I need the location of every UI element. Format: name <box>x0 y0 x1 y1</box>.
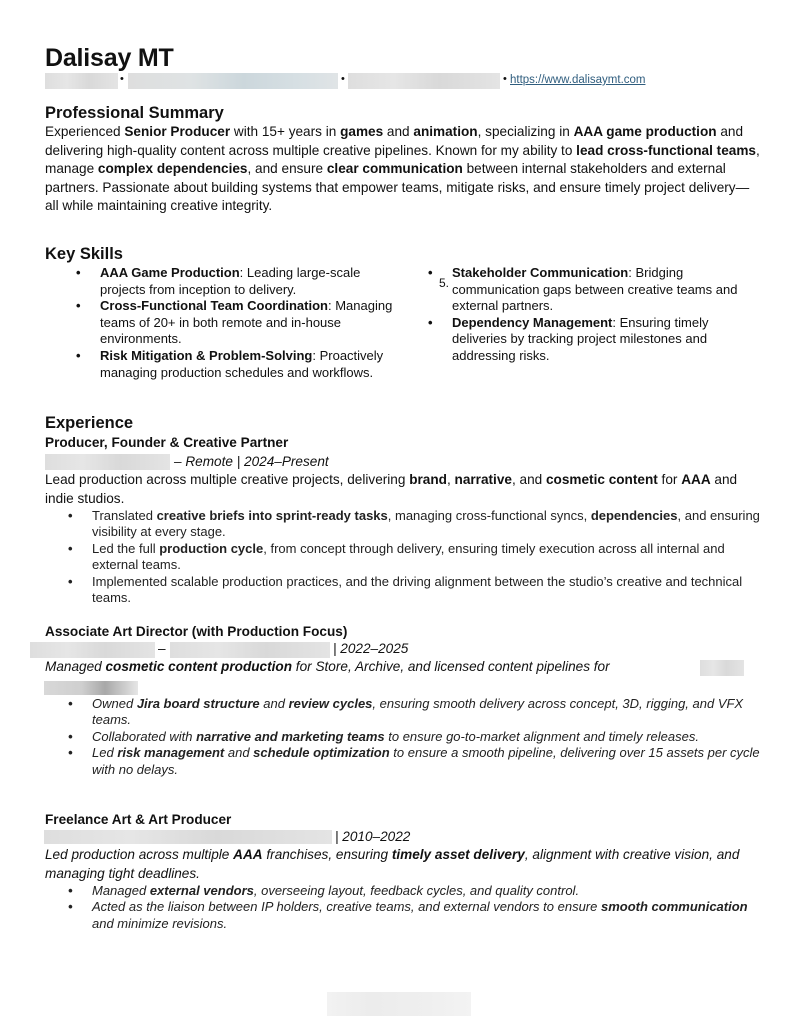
redacted-clients <box>44 830 332 844</box>
bullet-item <box>92 729 762 745</box>
separator-dot: • <box>503 73 507 85</box>
text: for Store, Archive, and licensed content pipelines for <box>292 659 610 674</box>
bold-text: cosmetic content <box>545 472 658 487</box>
bold-text: AAA <box>681 472 711 487</box>
job-summary <box>45 471 760 508</box>
redacted-location <box>170 642 330 658</box>
redacted-contact-1 <box>45 73 118 89</box>
skill-description: : Bridging communication gaps between creative teams and external partners. <box>452 265 738 314</box>
bold-text: external vendors <box>149 883 254 898</box>
bullet-item <box>92 574 762 607</box>
text: Lead production across multiple creative projects, delivering <box>45 472 410 487</box>
bold-text: AAA game production <box>573 124 717 139</box>
bullet-item <box>92 745 762 778</box>
bullet-item <box>92 696 762 729</box>
text: , <box>446 472 455 487</box>
bold-text: risk management <box>117 745 225 761</box>
skill-title: Cross-Functional Team Coordination <box>100 298 328 314</box>
skill-title: Dependency Management <box>452 314 613 330</box>
text: Translated <box>92 508 157 523</box>
bold-text: timely asset delivery <box>391 847 525 862</box>
bold-text: review cycles <box>288 696 373 711</box>
bold-text: games <box>340 124 384 139</box>
skills-list-left <box>100 265 400 381</box>
text: and delivering high-quality content across multiple creative pipelines. Known for my ability to <box>45 124 744 158</box>
bold-text: narrative <box>454 472 512 487</box>
bold-text: creative briefs into sprint-ready tasks <box>156 508 388 523</box>
text: Owned <box>92 696 137 711</box>
text: , specializing in <box>477 124 574 139</box>
separator-dot: • <box>120 73 124 85</box>
text: franchises, ensuring <box>262 847 392 862</box>
skills-list-right <box>452 265 752 365</box>
text: and minimize revisions. <box>92 915 228 931</box>
skill-title: Risk Mitigation & Problem-Solving <box>100 347 313 363</box>
text: with 15+ years in <box>230 124 341 139</box>
bold-text: narrative and marketing teams <box>196 728 385 744</box>
text: Managed <box>45 659 106 674</box>
text: and <box>259 696 289 711</box>
job-meta-dash: – <box>158 641 166 656</box>
text: and <box>383 124 414 139</box>
job-meta: | 2022–2025 <box>333 641 409 656</box>
bullet-item <box>92 883 762 899</box>
skill-item <box>100 298 400 348</box>
text: between internal stakeholders and external partners. Passionate about building systems that empower teams, mitigate risks, and ensure timely project delivery—all while maintaining creative integrity. <box>45 161 750 214</box>
text: , managing cross-functional syncs, <box>387 508 591 523</box>
bold-text: Jira board structure <box>136 696 260 711</box>
text: to ensure go-to-market alignment and timely releases. <box>384 728 699 744</box>
text: Led production across multiple <box>45 847 234 862</box>
job-bullets <box>92 883 762 932</box>
text: Acted as the liaison between IP holders, creative teams, and external vendors to ensure <box>92 899 601 915</box>
skill-description: : Leading large-scale projects from inception to delivery. <box>100 265 361 297</box>
bold-text: schedule optimization <box>253 745 390 761</box>
bold-text: brand <box>409 472 447 487</box>
redacted-contact-3 <box>348 73 500 89</box>
text: and indie studios. <box>45 472 738 506</box>
bold-text: clear communication <box>326 161 463 177</box>
job-title: Freelance Art & Art Producer <box>45 812 232 827</box>
separator-dot: • <box>341 73 345 85</box>
job-summary <box>45 658 760 677</box>
text: Led the full <box>92 540 160 556</box>
skill-title: Stakeholder Communication <box>452 265 629 280</box>
skill-description: : Proactively managing production schedules and workflows. <box>100 347 384 380</box>
redacted-client-2 <box>44 681 138 695</box>
redacted-footer <box>327 992 471 1016</box>
redacted-client <box>700 660 744 676</box>
redacted-contact-2 <box>128 73 338 89</box>
bullet-item <box>92 899 762 932</box>
bullet-item <box>92 508 762 541</box>
text: , ensuring smooth delivery across concept, 3D, rigging, and VFX teams. <box>92 696 744 728</box>
job-title: Producer, Founder & Creative Partner <box>45 435 289 450</box>
text: , manage <box>45 142 760 177</box>
redacted-company <box>45 454 170 470</box>
website-link[interactable]: https://www.dalisaymt.com <box>510 74 646 86</box>
bullet-item <box>92 541 762 574</box>
skill-item <box>100 265 400 298</box>
skill-item <box>452 315 752 365</box>
summary-heading: Professional Summary <box>45 104 224 122</box>
bold-text: lead cross-functional teams <box>576 142 756 158</box>
bold-text: AAA <box>233 847 263 862</box>
job-bullets <box>92 696 762 778</box>
job-meta: – Remote | 2024–Present <box>174 454 329 469</box>
redacted-company <box>30 642 155 658</box>
text: Managed <box>92 883 150 898</box>
text: , and <box>511 472 546 487</box>
bold-text: smooth communication <box>600 899 748 915</box>
bold-text: Senior Producer <box>124 124 231 139</box>
skill-title: AAA Game Production <box>100 265 240 280</box>
summary-text <box>45 123 760 216</box>
text: , and ensuring visibility at every stage. <box>92 508 760 540</box>
text: Implemented scalable production practices, and the driving alignment between the studio’s creative and technical teams. <box>92 573 743 606</box>
skill-description: : Ensuring timely deliveries by tracking project milestones and addressing risks. <box>452 314 709 363</box>
job-summary <box>45 846 760 883</box>
candidate-name: Dalisay MT <box>45 44 174 72</box>
skill-item <box>452 265 752 315</box>
job-meta: | 2010–2022 <box>335 829 411 844</box>
bold-text: animation <box>413 124 478 139</box>
bold-text: production cycle <box>159 540 264 556</box>
text: Experienced <box>45 124 125 139</box>
text: and <box>224 745 254 761</box>
text: , from concept through delivery, ensuring timely execution across all internal and external teams. <box>92 540 725 573</box>
skills-heading: Key Skills <box>45 245 123 263</box>
stray-list-marker: 5. <box>439 276 450 290</box>
text: , and ensure <box>247 161 327 177</box>
skill-item <box>100 348 400 381</box>
text: for <box>657 472 682 487</box>
bold-text: complex dependencies <box>97 161 248 177</box>
experience-heading: Experience <box>45 414 134 432</box>
text: Collaborated with <box>92 728 197 744</box>
text: Led <box>92 745 118 761</box>
bold-text: dependencies <box>590 508 678 523</box>
contact-line <box>45 72 745 90</box>
job-title: Associate Art Director (with Production Focus) <box>45 624 348 639</box>
skill-description: : Managing teams of 20+ in both remote and in-house environments. <box>100 298 393 347</box>
text: to ensure a smooth pipeline, delivering over 15 assets per cycle with no delays. <box>92 745 760 777</box>
text: , alignment with creative vision, and managing tight deadlines. <box>45 847 740 881</box>
text: , overseeing layout, feedback cycles, and quality control. <box>253 883 580 898</box>
bold-text: cosmetic content production <box>105 659 293 674</box>
job-bullets <box>92 508 762 606</box>
